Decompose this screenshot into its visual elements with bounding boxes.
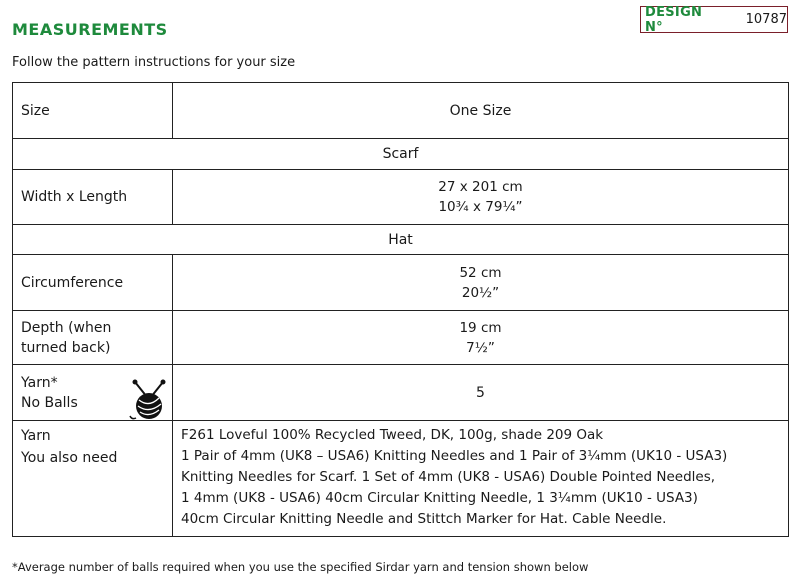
yarn-detail-text: F261 Loveful 100% Recycled Tweed, DK, 100g, shade 209 Oak xyxy=(181,427,604,443)
depth-row xyxy=(13,311,789,365)
no-balls-label: No Balls xyxy=(21,394,78,411)
size-value: One Size xyxy=(173,83,789,139)
circumference-value xyxy=(173,255,789,311)
yarn-details-row xyxy=(13,421,789,537)
yarn-details-label-cell xyxy=(13,421,173,537)
width-length-cm: 27 x 201 cm xyxy=(438,179,523,195)
circumference-cm: 52 cm xyxy=(459,264,502,281)
yarn-detail-label: Yarn xyxy=(21,428,51,444)
yarn-label: Yarn* xyxy=(21,374,58,391)
measurements-table xyxy=(12,82,789,537)
size-label: Size xyxy=(13,83,173,139)
depth-label-line-1: Depth (when xyxy=(21,319,112,336)
subtitle: Follow the pattern instructions for your size xyxy=(12,55,296,70)
depth-value xyxy=(173,311,789,365)
scarf-section-row xyxy=(13,139,789,170)
design-label: DESIGN N° xyxy=(645,4,703,35)
needles-line-2: Knitting Needles for Scarf. 1 Set of 4mm (UK8 - USA6) Double Pointed Needles, xyxy=(181,469,716,485)
circumference-row xyxy=(13,255,789,311)
design-number-box xyxy=(640,6,788,33)
depth-cm: 19 cm xyxy=(459,319,502,336)
design-number: 10787 xyxy=(745,12,787,27)
width-length-value xyxy=(173,170,789,225)
circumference-label: Circumference xyxy=(13,255,173,311)
depth-in: 7½” xyxy=(466,339,495,356)
yarn-details-value xyxy=(173,421,789,537)
also-need-label: You also need xyxy=(21,450,118,466)
page-title: MEASUREMENTS xyxy=(12,20,168,39)
size-row xyxy=(13,83,789,139)
yarn-ball-needles-icon xyxy=(129,378,171,422)
scarf-header: Scarf xyxy=(13,139,789,170)
footnote: *Average number of balls required when you use the specified Sirdar yarn and tension shown below xyxy=(12,560,589,574)
hat-header: Hat xyxy=(13,225,789,255)
width-length-in: 10¾ x 79¼” xyxy=(438,199,523,215)
yarn-balls-row xyxy=(13,365,789,421)
circumference-in: 20½” xyxy=(461,284,500,301)
depth-label-line-2: turned back) xyxy=(21,339,111,356)
depth-label xyxy=(13,311,173,365)
needles-line-3: 1 4mm (UK8 - USA6) 40cm Circular Knitting Needle, 1 3¼mm (UK10 - USA3) xyxy=(181,490,698,506)
yarn-balls-label-cell xyxy=(13,365,173,421)
needles-line-1: 1 Pair of 4mm (UK8 – USA6) Knitting Needles and 1 Pair of 3¼mm (UK10 - USA3) xyxy=(181,448,728,464)
width-length-row xyxy=(13,170,789,225)
hat-section-row xyxy=(13,225,789,255)
balls-value: 5 xyxy=(173,365,789,421)
needles-line-4: 40cm Circular Knitting Needle and Stittch Marker for Hat. Cable Needle. xyxy=(181,511,667,527)
width-length-label: Width x Length xyxy=(13,170,173,225)
